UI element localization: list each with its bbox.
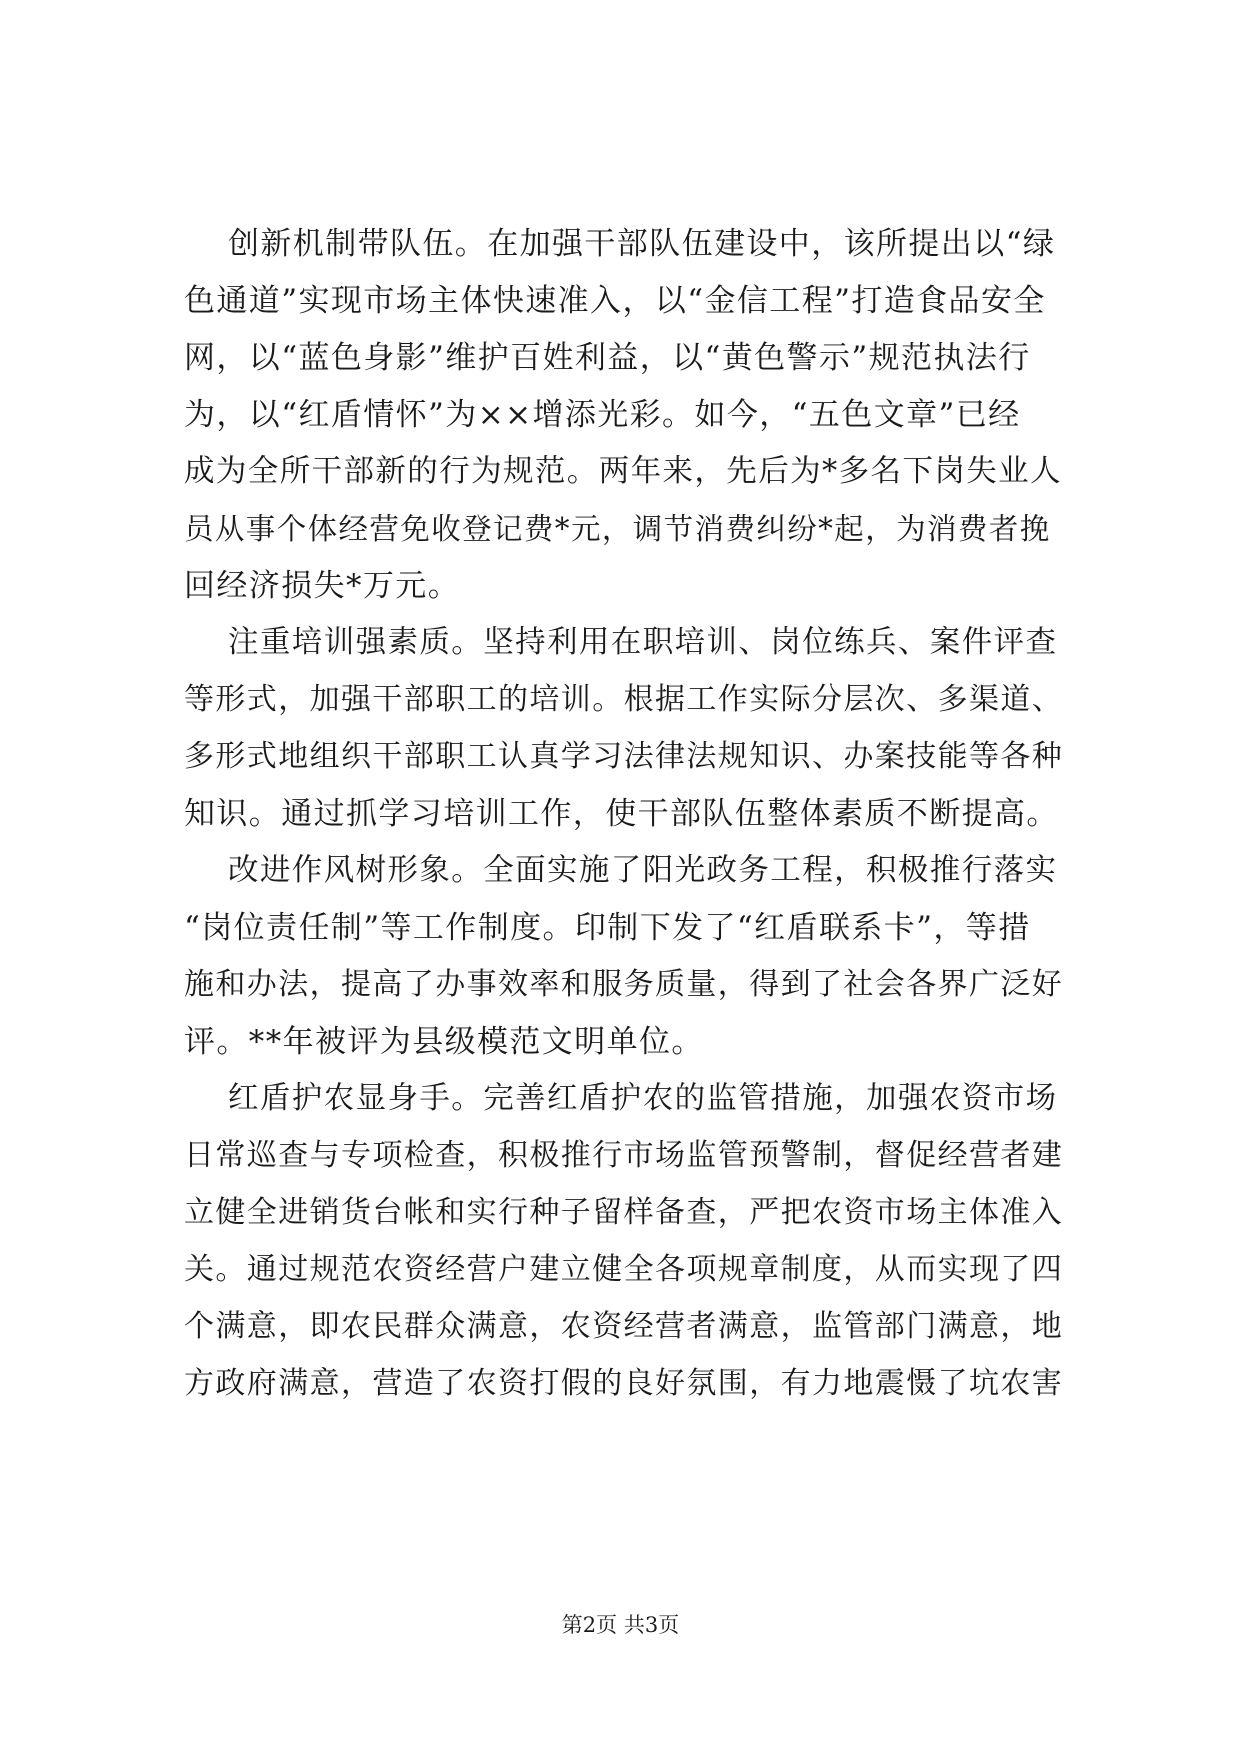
paragraph-1-line-6: 员从事个体经营免收登记费*元，调节消费纠纷*起，为消费者挽 (184, 512, 1051, 546)
paragraph-2-line-3: 多形式地组织干部职工认真学习法律法规知识、办案技能等各种 (184, 739, 1064, 774)
paragraph-3-line-4: 评。**年被评为县级模范文明单位。 (184, 1024, 704, 1060)
paragraph-1-line-2: 色通道”实现市场主体快速准入，以“金信工程”打造食品安全 (184, 283, 1046, 319)
paragraph-4-line-1: 红盾护农显身手。完善红盾护农的监管措施，加强农资市场 (228, 1081, 1058, 1116)
paragraph-3-line-3: 施和办法，提高了办事效率和服务质量，得到了社会各界广泛好 (184, 967, 1064, 1002)
paragraph-1-line-1: 创新机制带队伍。在加强干部队伍建设中，该所提出以“绿 (228, 226, 1056, 262)
paragraph-1-line-4: 为，以“红盾情怀”为××增添光彩。如今，“五色文章”已经 (184, 397, 1021, 433)
paragraph-3-line-1: 改进作风树形象。全面实施了阳光政务工程，积极推行落实 (228, 853, 1058, 888)
paragraph-2-line-2: 等形式，加强干部职工的培训。根据工作实际分层次、多渠道、 (184, 682, 1064, 717)
paragraph-4-line-4: 关。通过规范农资经营户建立健全各项规章制度，从而实现了四 (184, 1252, 1064, 1287)
paragraph-1-line-7: 回经济损失*万元。 (184, 568, 461, 604)
paragraph-1-line-5: 成为全所干部新的行为规范。两年来，先后为*多名下岗失业人 (184, 454, 1062, 489)
paragraph-4-line-5: 个满意，即农民群众满意，农资经营者满意，监管部门满意，地 (184, 1309, 1064, 1344)
paragraph-2-line-4: 知识。通过抓学习培训工作，使干部队伍整体素质不断提高。 (184, 796, 1059, 832)
paragraph-3-line-2: “岗位责任制”等工作制度。印制下发了“红盾联系卡”，等措 (184, 910, 1031, 946)
page-number-footer: 第2页 共3页 (561, 1613, 680, 1637)
paragraph-1-line-3: 网，以“蓝色身影”维护百姓利益，以“黄色警示”规范执法行 (184, 340, 1031, 376)
paragraph-4-line-6: 方政府满意，营造了农资打假的良好氛围，有力地震慑了坑农害 (184, 1366, 1064, 1401)
paragraph-4-line-2: 日常巡查与专项检查，积极推行市场监管预警制，督促经营者建 (184, 1138, 1064, 1173)
paragraph-2-line-1: 注重培训强素质。坚持利用在职培训、岗位练兵、案件评查 (228, 625, 1058, 660)
paragraph-4-line-3: 立健全进销货台帐和实行种子留样备查，严把农资市场主体准入 (184, 1195, 1064, 1230)
